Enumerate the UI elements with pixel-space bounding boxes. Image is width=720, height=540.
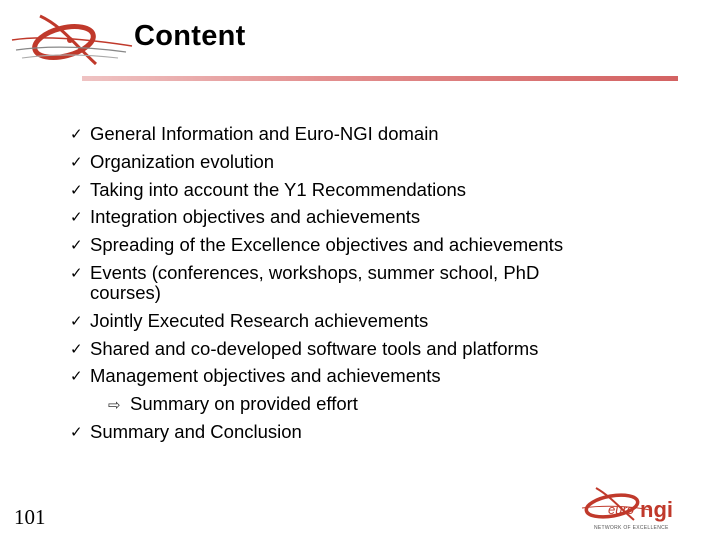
- checkmark-icon: ✓: [70, 152, 83, 171]
- euro-ngi-logo-mark: [10, 6, 138, 70]
- list-item: [70, 180, 690, 200]
- list-item-text: Management objectives and achievements: [90, 365, 441, 387]
- list-item: [70, 124, 690, 144]
- sub-list-item-text: Summary on provided effort: [130, 393, 358, 415]
- checkmark-icon: ✓: [70, 263, 83, 282]
- page-number: 101: [14, 505, 46, 529]
- logo-text-ngi: ngi: [640, 497, 673, 522]
- logo-text-euro: euro: [608, 502, 635, 517]
- list-item: [70, 311, 690, 331]
- slide-title: Content: [134, 20, 246, 52]
- list-item-text: Integration objectives and achievements: [90, 206, 421, 228]
- list-item: [70, 207, 690, 227]
- sub-list-item: [70, 394, 690, 414]
- title-underline: [82, 76, 678, 81]
- list-item: [70, 235, 690, 255]
- list-item-text: Shared and co-developed software tools and platforms: [90, 337, 539, 359]
- list-item: [70, 339, 690, 359]
- checkmark-icon: ✓: [70, 311, 83, 330]
- euro-ngi-logo: [580, 482, 700, 532]
- list-item-text-continuation: courses): [90, 281, 161, 303]
- list-item: [70, 263, 690, 303]
- logo-tagline: NETWORK OF EXCELLENCE: [594, 525, 669, 531]
- list-item-text: Events (conferences, workshops, summer school, PhD: [90, 261, 540, 283]
- checkmark-icon: ✓: [70, 125, 83, 143]
- list-item: [70, 366, 690, 386]
- list-item: [70, 152, 690, 172]
- content-list: [70, 124, 690, 450]
- list-item-text: Taking into account the Y1 Recommendations: [90, 178, 467, 200]
- list-item-text: Organization evolution: [90, 150, 275, 172]
- checkmark-icon: ✓: [70, 180, 83, 199]
- checkmark-icon: ✓: [70, 422, 83, 441]
- list-item: [70, 422, 690, 442]
- list-item-text: Summary and Conclusion: [90, 420, 302, 442]
- checkmark-icon: ✓: [70, 339, 83, 358]
- checkmark-icon: ✓: [70, 367, 83, 386]
- checkmark-icon: ✓: [70, 236, 83, 255]
- checkmark-icon: ✓: [70, 208, 83, 227]
- list-item-text: General Information and Euro-NGI domain: [90, 123, 439, 144]
- list-item-text: Spreading of the Excellence objectives and achievements: [90, 234, 564, 256]
- arrow-right-icon: ⇨: [108, 396, 121, 415]
- list-item-text: Jointly Executed Research achievements: [90, 309, 429, 331]
